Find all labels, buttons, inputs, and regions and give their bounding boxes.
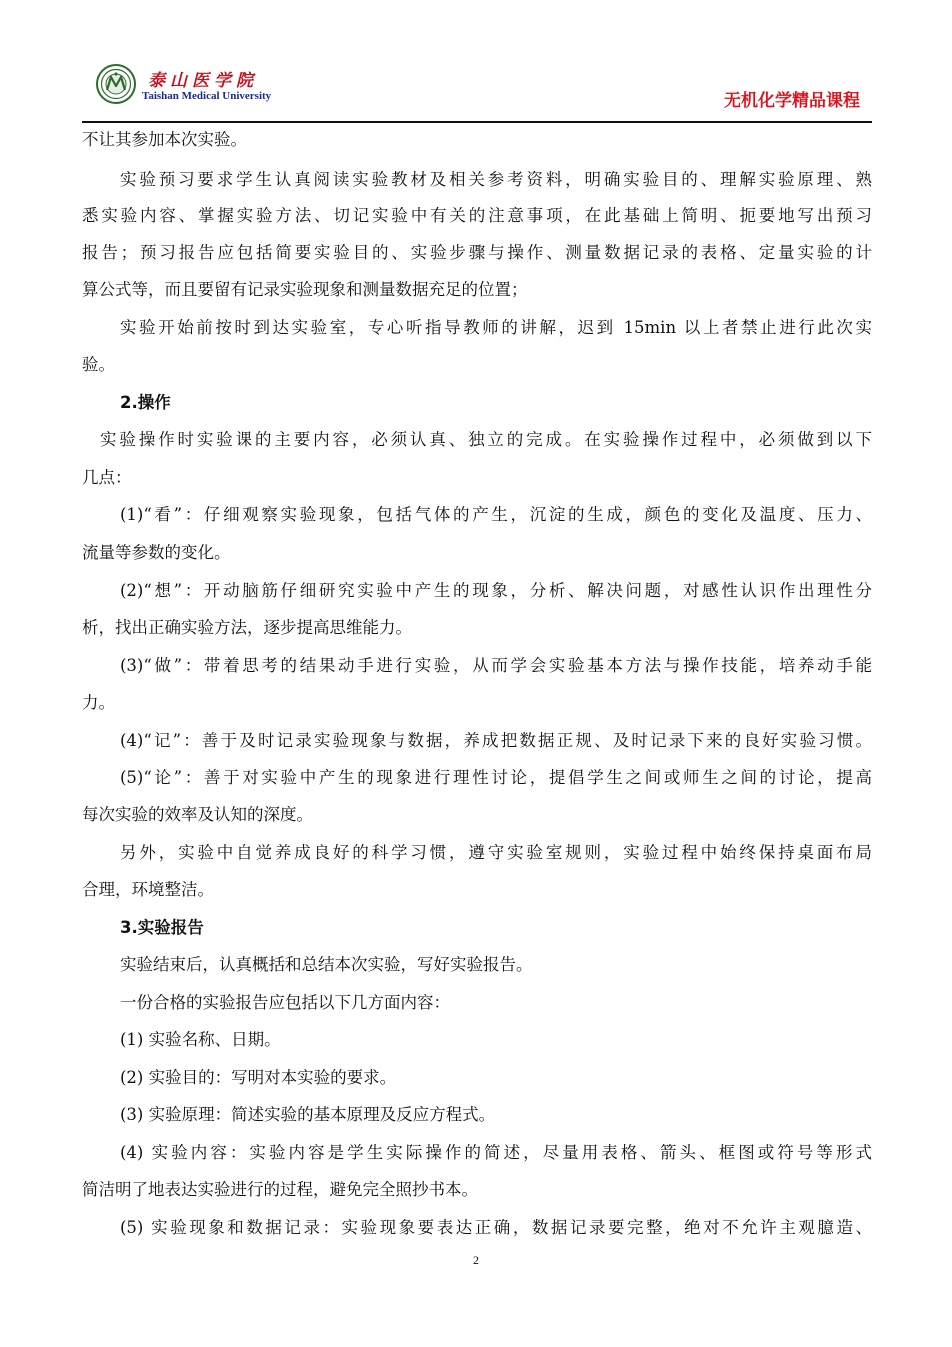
text-line: 验。: [82, 355, 115, 374]
list-item: (1) 实验名称、日期。: [120, 1030, 281, 1049]
list-item: (3) 实验原理：简述实验的基本原理及反应方程式。: [120, 1105, 496, 1124]
university-emblem-icon: [96, 64, 136, 104]
page-header: [82, 62, 872, 124]
list-item: (4)“记”：善于及时记录实验现象与数据，养成把数据正规、及时记录下来的良好实验习惯。: [120, 731, 872, 750]
page-number: 2: [473, 1253, 479, 1267]
university-name-en: Taishan Medical University: [142, 90, 272, 102]
header-divider: [82, 121, 872, 123]
list-item: (4) 实验内容：实验内容是学生实际操作的简述，尽量用表格、箭头、框图或符号等形式: [120, 1143, 872, 1162]
list-item: (3)“做”：带着思考的结果动手进行实验，从而学会实验基本方法与操作技能，培养动手能: [120, 656, 872, 675]
text-line: 实验开始前按时到达实验室，专心听指导教师的讲解，迟到 15min 以上者禁止进行此次实: [120, 318, 872, 337]
text-line: 算公式等，而且要留有记录实验现象和测量数据充足的位置；: [82, 280, 528, 299]
text-line: 几点：: [82, 468, 132, 487]
text-line: 力。: [82, 693, 115, 712]
text-line: 实验操作时实验课的主要内容，必须认真、独立的完成。在实验操作过程中，必须做到以下: [100, 430, 872, 449]
text-line: 实验预习要求学生认真阅读实验教材及相关参考资料，明确实验目的、理解实验原理、熟: [120, 170, 872, 189]
list-item: (5) 实验现象和数据记录：实验现象要表达正确，数据记录要完整，绝对不允许主观臆造、: [120, 1218, 872, 1237]
text-line: 一份合格的实验报告应包括以下几方面内容：: [120, 993, 450, 1012]
text-line: 流量等参数的变化。: [82, 543, 231, 562]
list-item: (5)“论”：善于对实验中产生的现象进行理性讨论，提倡学生之间或师生之间的讨论，提高: [120, 768, 872, 787]
text-line: 报告；预习报告应包括简要实验目的、实验步骤与操作、测量数据记录的表格、定量实验的计: [82, 243, 872, 262]
text-line: 另外，实验中自觉养成良好的科学习惯，遵守实验室规则，实验过程中始终保持桌面布局: [120, 843, 872, 862]
list-item: (1)“看”：仔细观察实验现象，包括气体的产生，沉淀的生成，颜色的变化及温度、压力、: [120, 505, 872, 524]
section-heading: 3.实验报告: [120, 918, 204, 937]
course-title: 无机化学精品课程: [724, 91, 860, 111]
text-line: 每次实验的效率及认知的深度。: [82, 805, 313, 824]
list-item: (2)“想”：开动脑筋仔细研究实验中产生的现象，分析、解决问题，对感性认识作出理性分: [120, 581, 872, 600]
text-line: 析，找出正确实验方法，逐步提高思维能力。: [82, 618, 412, 637]
text-line: 简洁明了地表达实验进行的过程，避免完全照抄书本。: [82, 1180, 478, 1199]
text-line: 合理，环境整洁。: [82, 880, 214, 899]
section-heading: 2.操作: [120, 393, 171, 412]
university-name-cn: 泰山医学院: [148, 71, 258, 91]
text-line: 悉实验内容、掌握实验方法、切记实验中有关的注意事项，在此基础上简明、扼要地写出预习: [82, 206, 872, 225]
list-item: (2) 实验目的：写明对本实验的要求。: [120, 1068, 397, 1087]
text-line: 不让其参加本次实验。: [82, 130, 247, 149]
text-line: 实验结束后，认真概括和总结本次实验，写好实验报告。: [120, 955, 533, 974]
